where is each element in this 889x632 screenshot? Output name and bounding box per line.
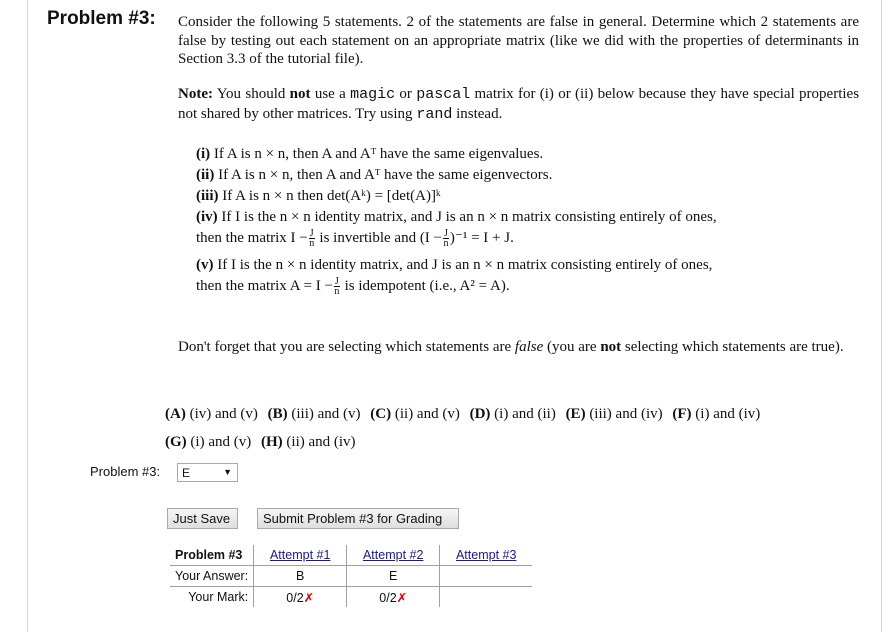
your-answer-label: Your Answer: bbox=[170, 566, 254, 587]
statement-list bbox=[196, 144, 796, 297]
attempt-2-link[interactable]: Attempt #2 bbox=[362, 548, 424, 562]
attempt-2-header[interactable] bbox=[347, 545, 440, 566]
problem-intro: Consider the following 5 statements. 2 of the statements are false in general. Determine which 2 statements are false by testing out each statement on an appropriate matrix (like we did with the properties of determinants in Section 3.3 of the tutorial file). bbox=[178, 14, 859, 67]
note-not: not bbox=[289, 86, 311, 102]
reminder-part: selecting which statements are true). bbox=[621, 339, 844, 355]
attempt-1-header[interactable] bbox=[254, 545, 347, 566]
choice-f bbox=[672, 406, 760, 422]
choice-text: (iv) and (v) bbox=[189, 406, 258, 422]
statement-iv bbox=[196, 207, 796, 228]
reminder-text bbox=[178, 338, 859, 357]
choice-text: (ii) and (iv) bbox=[286, 434, 356, 450]
choice-key: (A) bbox=[165, 406, 186, 422]
statement-number: (v) bbox=[196, 257, 214, 273]
wrong-icon: ✗ bbox=[396, 590, 408, 605]
note-rand: rand bbox=[416, 105, 453, 123]
your-mark-row bbox=[170, 587, 532, 608]
statement-text: If A is n × n then det(Aᵏ) = [det(A)]ᵏ bbox=[222, 188, 441, 204]
attempt-2-answer: E bbox=[347, 566, 440, 587]
mark-value: 0/2 bbox=[286, 590, 304, 605]
statement-number: (iii) bbox=[196, 188, 219, 204]
choice-g bbox=[165, 434, 251, 450]
reminder-part: Don't forget that you are selecting which statements are bbox=[178, 339, 515, 355]
choice-key: (B) bbox=[267, 406, 288, 422]
choice-text: (ii) and (v) bbox=[394, 406, 460, 422]
reminder-false: false bbox=[514, 339, 544, 355]
choice-c bbox=[370, 406, 460, 422]
choices-row-1 bbox=[165, 400, 766, 428]
submit-for-grading-button[interactable]: Submit Problem #3 for Grading bbox=[257, 508, 459, 529]
choice-key: (E) bbox=[565, 406, 586, 422]
frac-den: n bbox=[309, 238, 315, 250]
attempts-table-title: Problem #3 bbox=[170, 545, 254, 566]
attempt-2-mark bbox=[347, 587, 440, 608]
frac-den: n bbox=[334, 286, 340, 298]
frac-num: J bbox=[334, 276, 339, 288]
choice-key: (H) bbox=[260, 434, 283, 450]
statement-number: (iv) bbox=[196, 209, 218, 225]
choice-e bbox=[566, 406, 663, 422]
choices-row-2 bbox=[165, 428, 766, 456]
attempt-1-mark bbox=[254, 587, 347, 608]
your-answer-row bbox=[170, 566, 532, 587]
note-magic: magic bbox=[350, 86, 396, 103]
note-text-4: matrix for (i) or (ii) below because they have special properties not shared by other matrices. Try using bbox=[178, 86, 860, 122]
statement-text: then the matrix A = I − bbox=[196, 278, 333, 294]
choice-key: (F) bbox=[672, 406, 692, 422]
statement-text: If I is the n × n identity matrix, and J is an n × n matrix consisting entirely of ones, bbox=[217, 257, 713, 273]
note-prefix: Note: bbox=[178, 86, 213, 102]
attempt-3-mark bbox=[440, 587, 533, 608]
statement-text: is invertible and (I − bbox=[319, 230, 443, 246]
choice-h bbox=[261, 434, 356, 450]
problem-title: Problem #3: bbox=[47, 8, 156, 29]
reminder-not: not bbox=[600, 339, 622, 355]
choice-b bbox=[268, 406, 361, 422]
fraction-j-over-n bbox=[309, 229, 315, 248]
statement-iv-cont bbox=[196, 228, 796, 249]
frac-den: n bbox=[443, 238, 449, 250]
attempts-header-row bbox=[170, 545, 532, 566]
wrong-icon: ✗ bbox=[303, 590, 315, 605]
statement-v bbox=[196, 255, 796, 276]
attempt-1-answer: B bbox=[254, 566, 347, 587]
statement-text: If A is n × n, then A and Aᵀ have the same eigenvectors. bbox=[218, 167, 553, 183]
choice-text: (i) and (ii) bbox=[494, 406, 556, 422]
statement-text: If I is the n × n identity matrix, and J is an n × n matrix consisting entirely of ones, bbox=[221, 209, 717, 225]
statement-iii bbox=[196, 186, 796, 207]
choice-d bbox=[470, 406, 556, 422]
choice-text: (iii) and (v) bbox=[291, 406, 361, 422]
attempt-3-header[interactable] bbox=[440, 545, 533, 566]
chevron-down-icon: ▼ bbox=[223, 467, 232, 477]
statement-number: (i) bbox=[196, 146, 211, 162]
note-pascal: pascal bbox=[416, 86, 471, 103]
just-save-button[interactable]: Just Save bbox=[167, 508, 238, 529]
choice-text: (iii) and (iv) bbox=[589, 406, 663, 422]
problem-note bbox=[178, 85, 859, 124]
fraction-j-over-n bbox=[443, 229, 449, 248]
statement-number: (ii) bbox=[196, 167, 215, 183]
statement-v-cont bbox=[196, 276, 796, 297]
your-mark-label: Your Mark: bbox=[170, 587, 254, 608]
attempt-1-link[interactable]: Attempt #1 bbox=[269, 548, 331, 562]
choice-a bbox=[165, 406, 258, 422]
answer-choices bbox=[165, 400, 766, 456]
reminder-part: (you are bbox=[543, 339, 601, 355]
note-text-1: You should bbox=[212, 86, 290, 102]
note-text-2: use a bbox=[310, 86, 351, 102]
frac-num: J bbox=[309, 228, 314, 240]
fraction-j-over-n bbox=[334, 277, 340, 296]
statement-text: If A is n × n, then A and Aᵀ have the same eigenvalues. bbox=[213, 146, 544, 162]
note-text-3: or bbox=[395, 86, 417, 102]
choice-text: (i) and (v) bbox=[190, 434, 252, 450]
statement-text: )⁻¹ = I + J. bbox=[449, 230, 514, 246]
choice-key: (G) bbox=[165, 434, 187, 450]
choice-text: (i) and (iv) bbox=[695, 406, 761, 422]
frac-num: J bbox=[444, 228, 448, 240]
attempt-3-answer bbox=[440, 566, 533, 587]
attempts-table bbox=[170, 545, 532, 607]
statement-text: is idempotent (i.e., A² = A). bbox=[344, 278, 510, 294]
statement-i bbox=[196, 144, 796, 165]
answer-selected-value: E bbox=[182, 466, 191, 480]
statement-ii bbox=[196, 165, 796, 186]
statement-text: then the matrix I − bbox=[196, 230, 308, 246]
note-text-5: instead. bbox=[452, 105, 503, 122]
attempt-3-link[interactable]: Attempt #3 bbox=[455, 548, 517, 562]
answer-select[interactable] bbox=[177, 463, 238, 482]
mark-value: 0/2 bbox=[379, 590, 397, 605]
choice-key: (C) bbox=[370, 406, 392, 422]
choice-key: (D) bbox=[469, 406, 491, 422]
answer-label: Problem #3: bbox=[90, 464, 161, 479]
